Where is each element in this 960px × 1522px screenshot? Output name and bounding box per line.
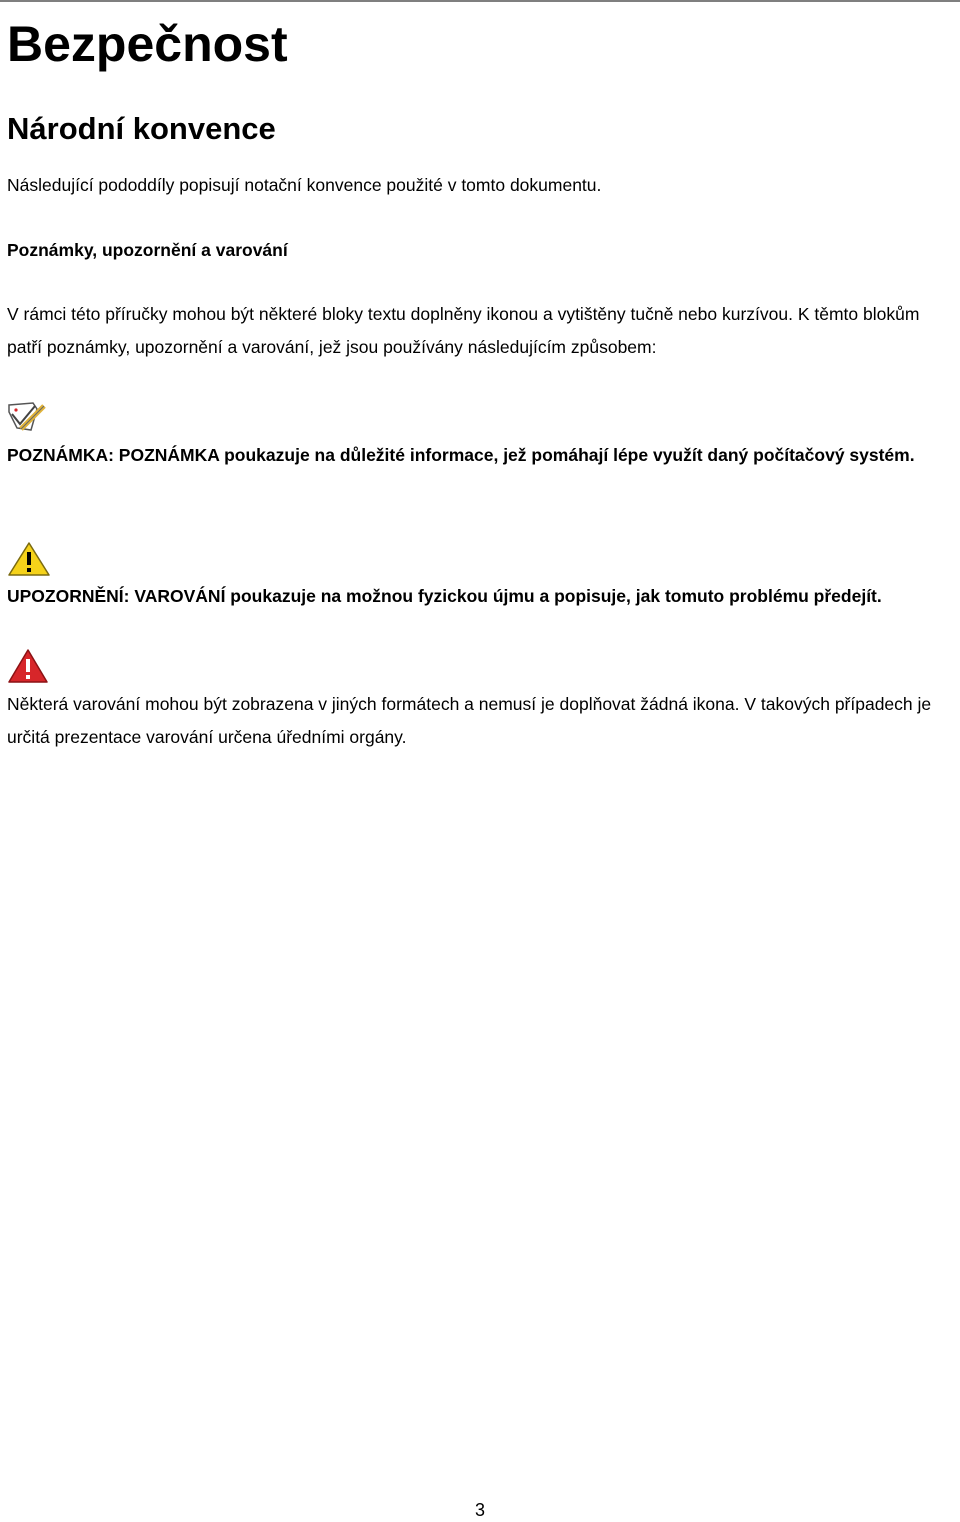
conventions-paragraph: V rámci této příručky mohou být některé bloky textu doplněny ikonou a vytištěny tučně nebo kurzívou. K těmto blokům patří poznámky, upozornění a varování, jež jsou používány následujícím způsobem: xyxy=(7,304,920,357)
page-title: Bezpečnost xyxy=(7,16,288,72)
subheading: Poznámky, upozornění a varování xyxy=(7,240,288,260)
caution-text: UPOZORNĚNÍ: VAROVÁNÍ poukazuje na možnou fyzickou újmu a popisuje, jak tomuto problému předejít. xyxy=(7,586,882,606)
warning-red-triangle-icon xyxy=(7,648,49,684)
warning-text: Některá varování mohou být zobrazena v jiných formátech a nemusí je doplňovat žádná ikona. V takových případech je určitá prezentace varování určena úředními orgány. xyxy=(7,694,932,747)
intro-paragraph: Následující pododdíly popisují notační konvence použité v tomto dokumentu. xyxy=(7,175,602,195)
caution-yellow-triangle-icon xyxy=(7,541,51,577)
note-text: POZNÁMKA: POZNÁMKA poukazuje na důležité informace, jež pomáhají lépe využít daný počítačový systém. xyxy=(7,445,915,465)
note-pencil-icon xyxy=(7,400,47,436)
page-number: 3 xyxy=(474,1500,485,1520)
top-rule xyxy=(0,0,960,2)
section-title: Národní konvence xyxy=(7,111,276,146)
